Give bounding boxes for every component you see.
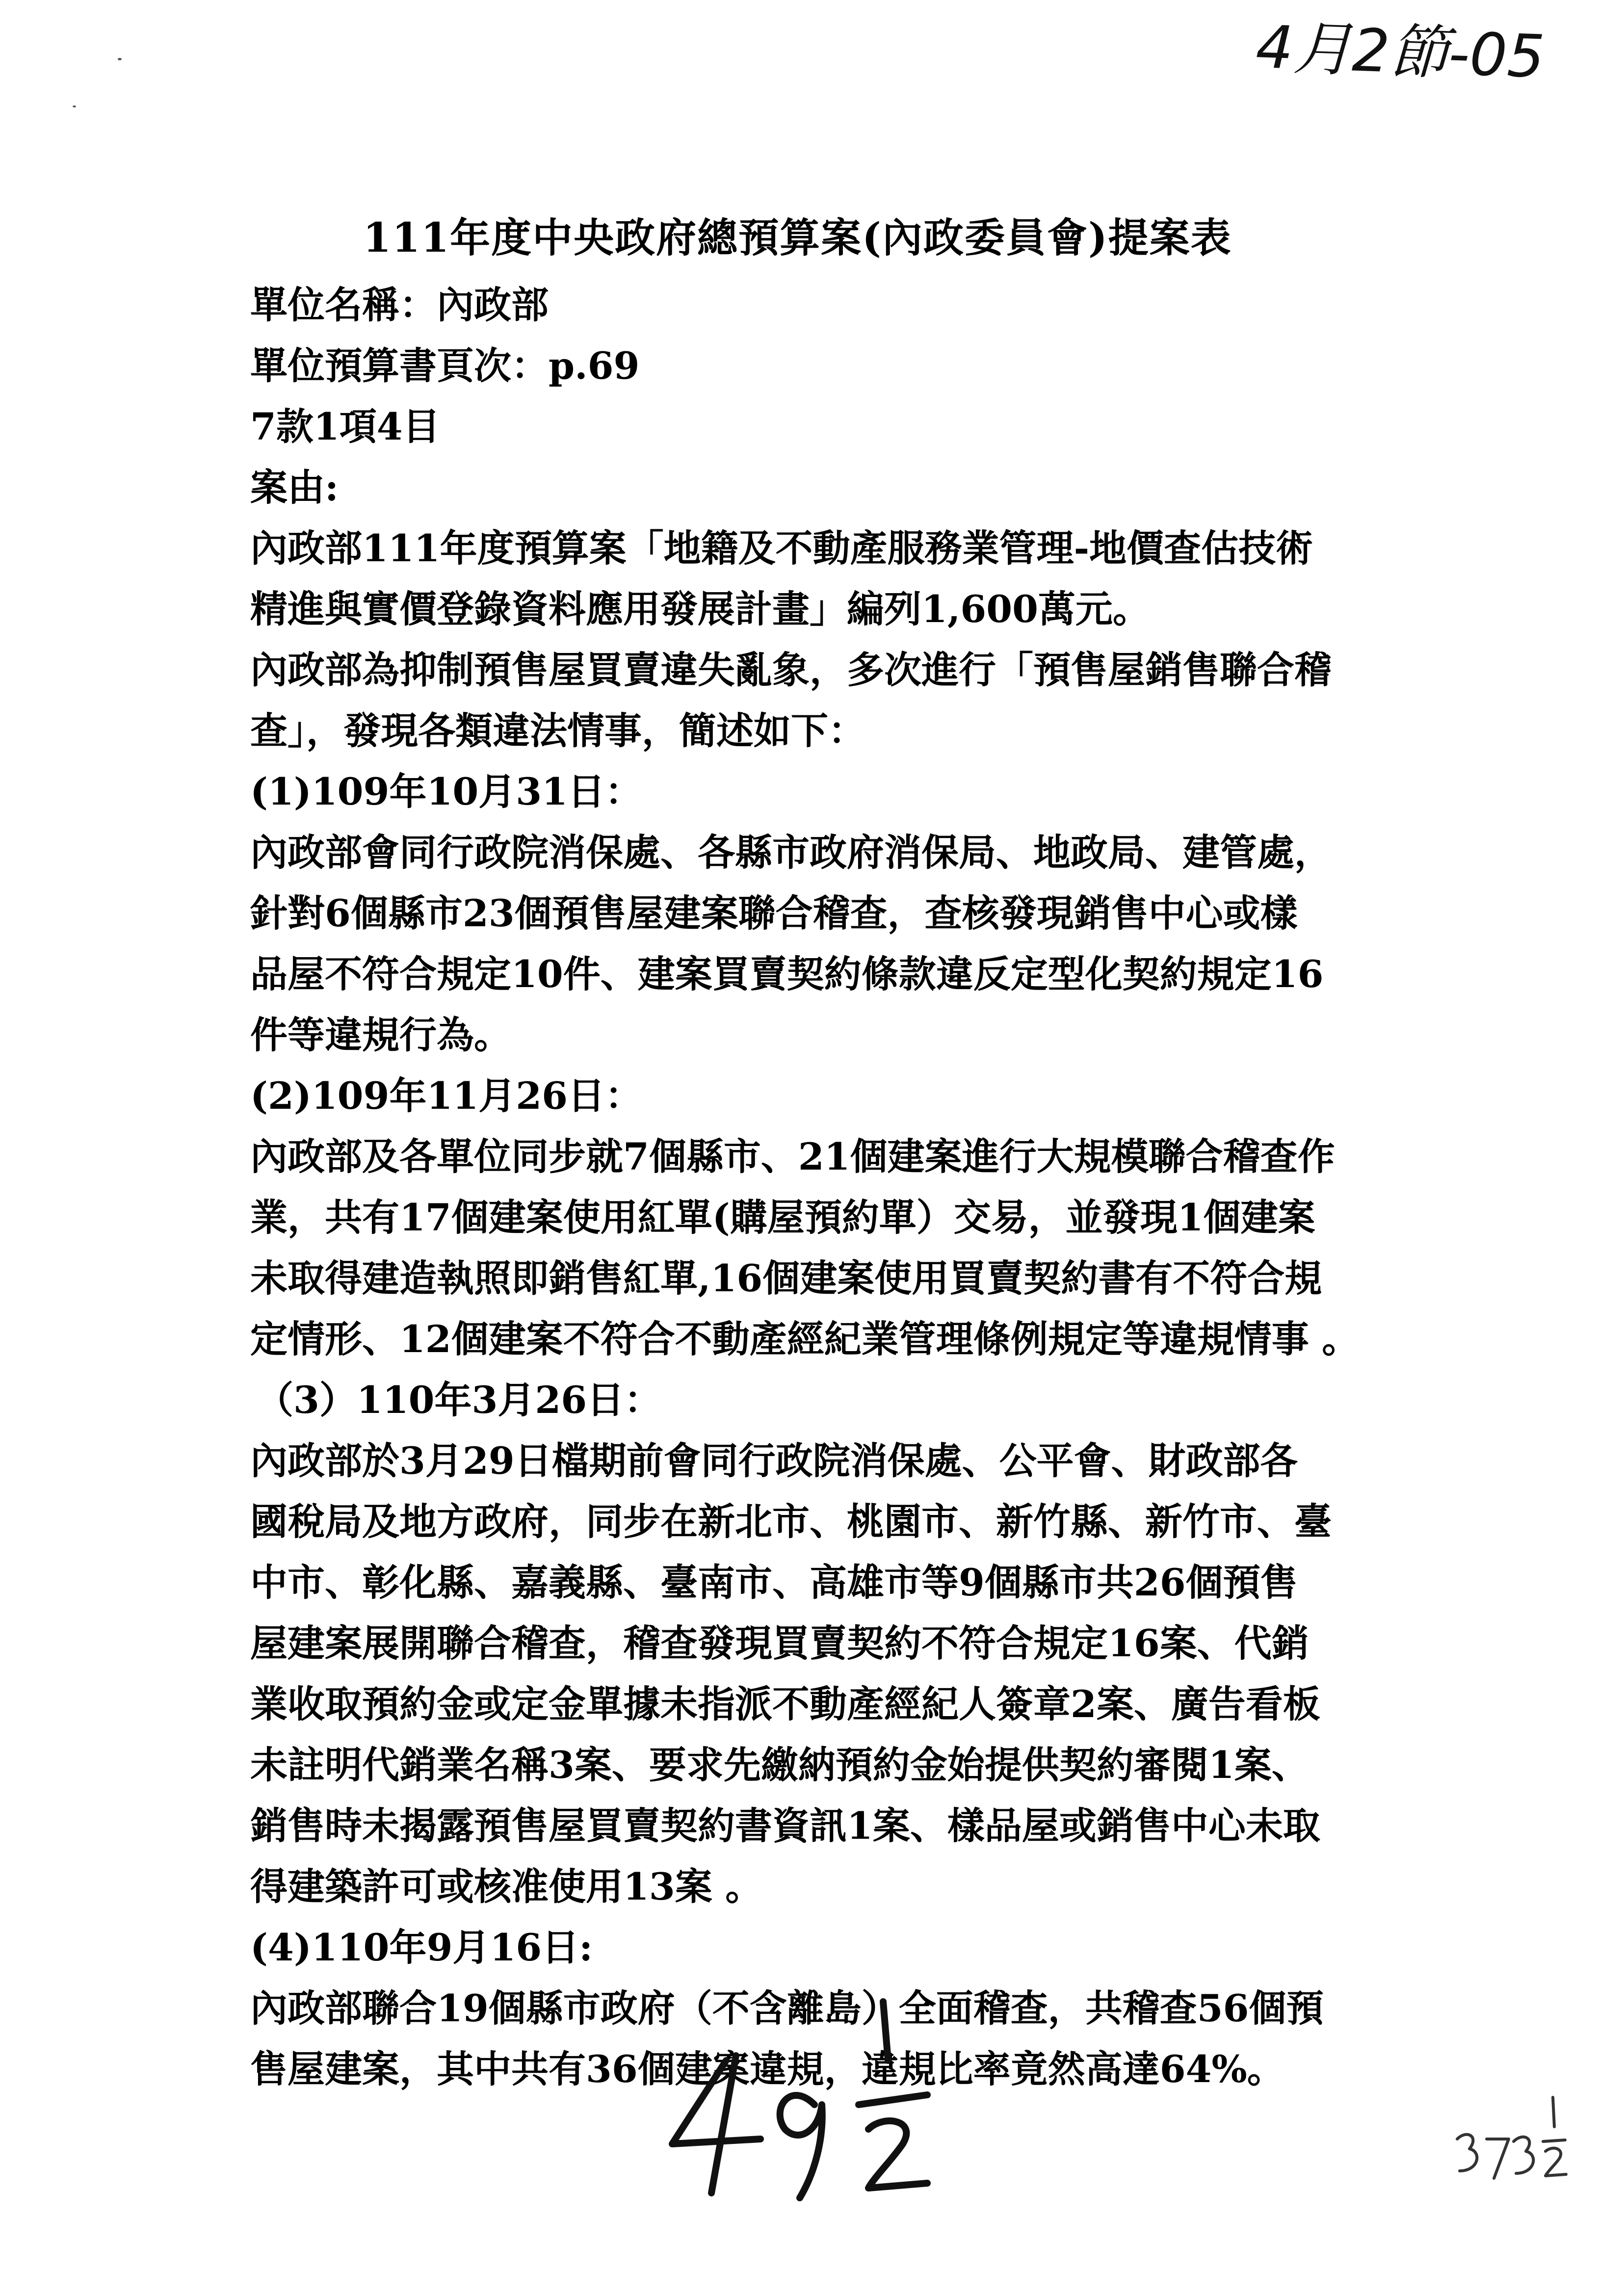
body-line: 業，共有17個建案使用紅單(購屋預約單）交易，並發現1個建案 <box>250 1196 1315 1239</box>
body-line: 內政部於3月29日檔期前會同行政院消保處、公平會、財政部各 <box>250 1439 1298 1483</box>
handwritten-note-top-right: 4月2節-05 <box>1255 13 1546 92</box>
body-line: 內政部聯合19個縣市政府（不含離島）全面稽查，共稽查56個預 <box>250 1986 1324 2030</box>
handwritten-sheet-number <box>1452 2090 1570 2193</box>
unit-name: 單位名稱：內政部 <box>250 283 549 327</box>
body-line: 內政部會同行政院消保處、各縣市政府消保局、地政局、建管處， <box>250 831 1332 874</box>
document-title: 111年度中央政府總預算案(內政委員會)提案表 <box>363 214 1232 261</box>
body-line: 件等違規行為。 <box>250 1013 511 1057</box>
document-body <box>250 275 1545 2100</box>
body-line: 內政部及各單位同步就7個縣市、21個建案進行大規模聯合稽查作 <box>250 1135 1335 1178</box>
body-line: 品屋不符合規定10件、建案買賣契約條款違反定型化契約規定16 <box>250 952 1324 996</box>
body-line: 業收取預約金或定金單據未指派不動產經紀人簽章2案、廣告看板 <box>250 1682 1320 1726</box>
body-line: 未取得建造執照即銷售紅單,16個建案使用買賣契約書有不符合規 <box>250 1256 1322 1300</box>
body-line: 中市、彰化縣、嘉義縣、臺南市、高雄市等9個縣市共26個預售 <box>250 1561 1298 1604</box>
body-line: 屋建案展開聯合稽查，稽查發現買賣契約不符合規定16案、代銷 <box>250 1621 1309 1665</box>
section-heading: （3）110年3月26日： <box>256 1378 662 1422</box>
body-line: 定情形、12個建案不符合不動產經紀業管理條例規定等違規情事 。 <box>250 1317 1360 1361</box>
scan-speck <box>73 105 76 107</box>
section-heading: (1)109年10月31日： <box>250 770 642 813</box>
body-line: 內政部為抑制預售屋買賣違失亂象，多次進行「預售屋銷售聯合稽 <box>250 648 1332 692</box>
section-heading: (2)109年11月26日： <box>250 1074 642 1118</box>
body-line: 精進與實價登錄資料應用發展計畫」編列1,600萬元。 <box>250 587 1150 631</box>
body-line: 售屋建案，其中共有36個建案違規，違規比率竟然高達64%。 <box>250 2047 1284 2091</box>
body-line: 國稅局及地方政府，同步在新北市、桃園市、新竹縣、新竹市、臺 <box>250 1500 1332 1543</box>
scan-speck <box>118 58 122 60</box>
handwritten-page-number <box>653 1982 957 2208</box>
section-heading: (4)110年9月16日: <box>250 1926 593 1969</box>
reason-label: 案由: <box>250 466 339 509</box>
budget-item: 7款1項4目 <box>250 405 440 448</box>
body-line: 內政部111年度預算案「地籍及不動產服務業管理-地價查估技術 <box>250 526 1313 570</box>
body-line: 銷售時未揭露預售屋買賣契約書資訊1案、樣品屋或銷售中心未取 <box>250 1804 1320 1848</box>
body-line: 針對6個縣市23個預售屋建案聯合稽查，查核發現銷售中心或樣 <box>250 891 1298 935</box>
body-line: 查」，發現各類違法情事，簡述如下： <box>250 709 865 753</box>
body-line: 得建築許可或核准使用13案 。 <box>250 1865 763 1908</box>
budget-page: 單位預算書頁次：p.69 <box>250 344 640 388</box>
body-line: 未註明代銷業名稱3案、要求先繳納預約金始提供契約審閱1案、 <box>250 1743 1309 1787</box>
